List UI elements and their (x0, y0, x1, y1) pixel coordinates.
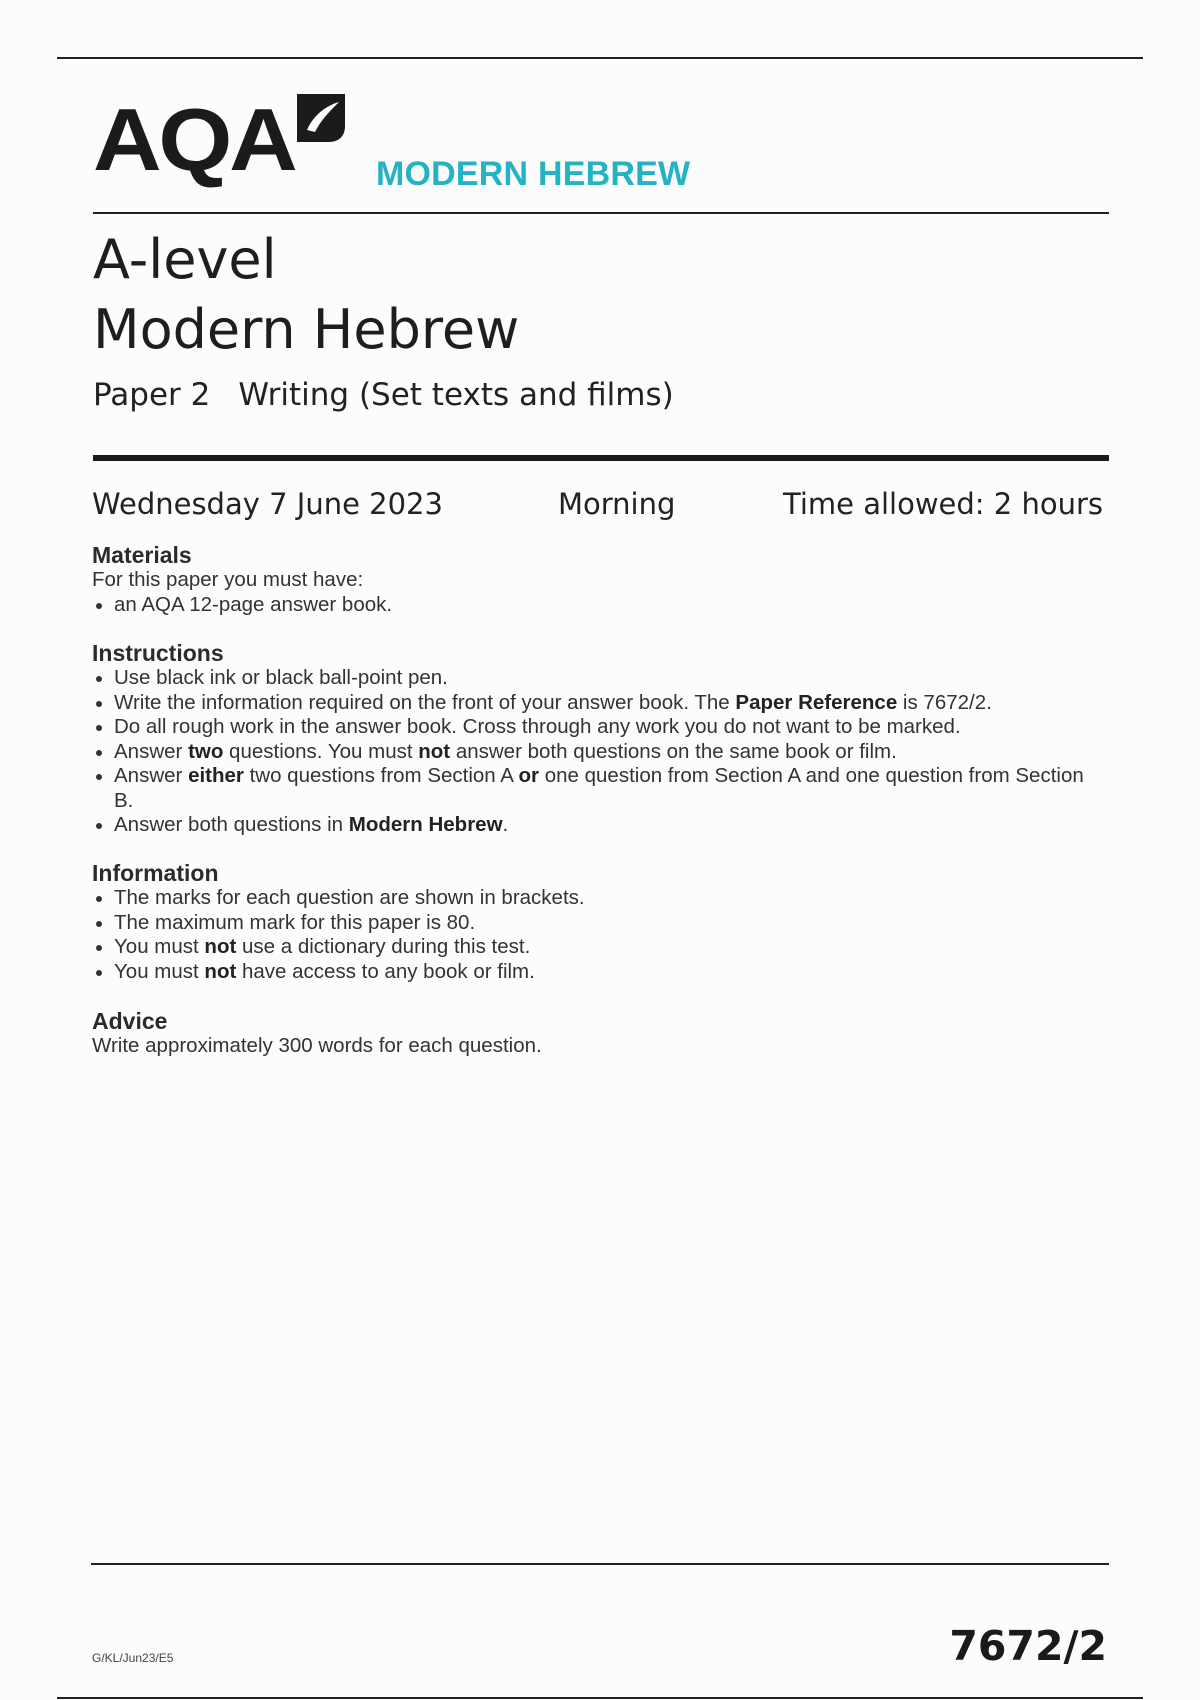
materials-section (92, 542, 1102, 617)
item-text: . (502, 813, 509, 836)
subject-title: Modern Hebrew (93, 298, 520, 361)
item-text: The marks for each question are shown in brackets. (114, 886, 585, 909)
qualification-level: A-level (93, 228, 277, 291)
bottom-rule (57, 1697, 1143, 1699)
list-item (92, 935, 1102, 960)
item-text: Write the information required on the front of your answer book. The (114, 690, 736, 714)
advice-text: Write approximately 300 words for each question. (92, 1034, 542, 1057)
item-text: questions. You must (223, 739, 419, 763)
paper-name: Writing (Set texts and films) (238, 377, 674, 413)
footer-rule (91, 1563, 1109, 1565)
logo-text: AQA (93, 90, 295, 189)
list-item (92, 813, 1102, 838)
emphasis-text: two (188, 739, 224, 763)
emphasis-text: Paper Reference (735, 690, 898, 714)
information-section (92, 860, 1102, 984)
information-heading: Information (92, 860, 219, 886)
item-text: two questions from Section A (243, 764, 519, 787)
title-rule (93, 455, 1109, 461)
materials-list (92, 593, 1102, 618)
materials-heading: Materials (92, 542, 192, 568)
exam-session: Morning (558, 487, 676, 521)
item-text: You must (114, 959, 205, 983)
document-code: G/KL/Jun23/E5 (92, 1651, 174, 1665)
list-item: an AQA 12-page answer book. (92, 593, 1102, 618)
emphasis-text: not (418, 739, 451, 763)
instructions-section (92, 640, 1102, 838)
subject-band: MODERN HEBREW (376, 155, 691, 193)
item-text: answer both questions on the same book or film. (450, 739, 897, 763)
list-item (92, 691, 1102, 716)
instructions-heading: Instructions (92, 640, 224, 666)
top-rule (57, 57, 1143, 59)
item-text: Do all rough work in the answer book. Cross through any work you do not want to be marked. (114, 715, 961, 738)
paper-line (93, 377, 702, 413)
paper-number: Paper 2 (93, 377, 211, 413)
item-text: The maximum mark for this paper is 80. (114, 910, 476, 934)
item-text: use a dictionary during this test. (236, 935, 531, 958)
item-text: is 7672/2. (897, 690, 992, 714)
item-text: You must (114, 935, 205, 958)
materials-intro: For this paper you must have: (92, 568, 364, 591)
emphasis-text: Modern Hebrew (348, 813, 503, 836)
instructions-list (92, 666, 1102, 838)
list-item (92, 764, 1102, 813)
item-text: Answer (114, 764, 189, 787)
emphasis-text: not (204, 959, 237, 983)
item-text: Use black ink or black ball-point pen. (114, 666, 448, 689)
emphasis-text: not (204, 935, 237, 958)
advice-heading: Advice (92, 1008, 168, 1034)
list-item (92, 960, 1102, 985)
item-text: Answer both questions in (114, 813, 349, 836)
list-item (92, 886, 1102, 911)
exam-date: Wednesday 7 June 2023 (92, 487, 443, 521)
advice-section (92, 1008, 1102, 1059)
aqa-logo (93, 88, 295, 189)
list-item (92, 715, 1102, 740)
list-item (92, 666, 1102, 691)
item-text: one question from Section A and one question from Section B. (114, 764, 1084, 812)
list-item (92, 740, 1102, 765)
paper-reference: 7672/2 (949, 1622, 1107, 1670)
list-item (92, 911, 1102, 936)
item-text: have access to any book or film. (236, 959, 535, 983)
item-text: Answer (114, 739, 189, 763)
emphasis-text: either (188, 764, 244, 787)
leaf-icon (293, 90, 349, 146)
information-list (92, 886, 1102, 984)
time-allowed: Time allowed: 2 hours (783, 487, 1103, 521)
logo-rule (93, 212, 1109, 214)
emphasis-text: or (518, 764, 540, 787)
